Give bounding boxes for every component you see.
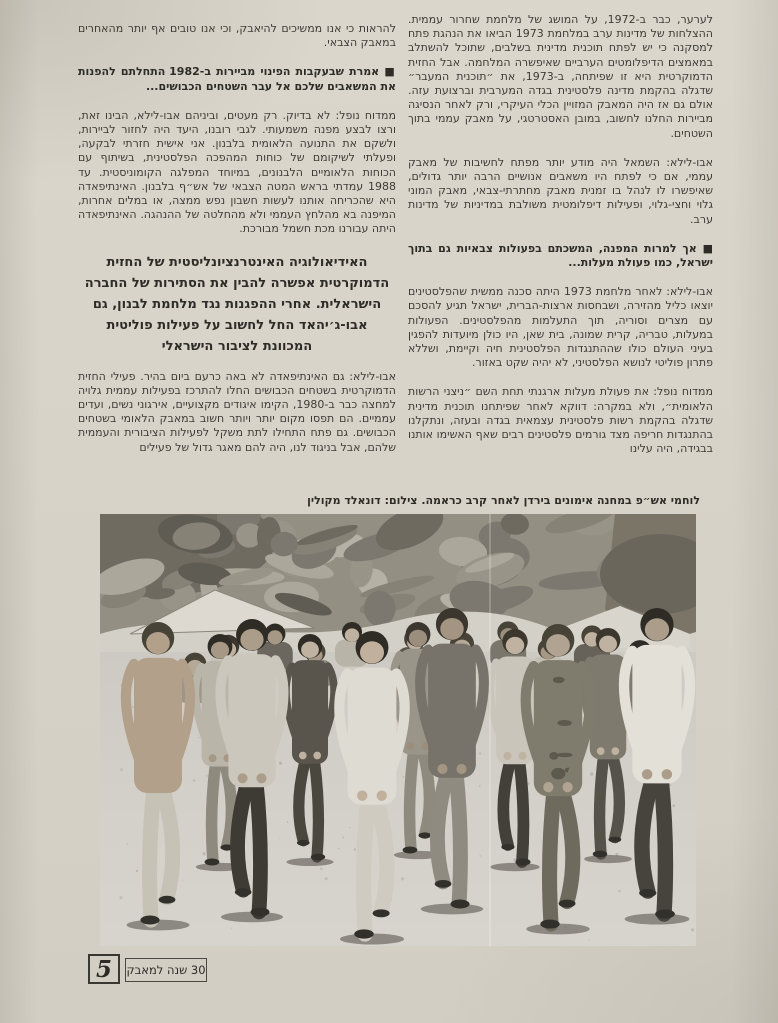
interview-question: ■ אמרת שבעקבות הפינוי מביירות ב-1982 התחלתם להפנות את המשאבים שלכם אל עבר השטחים הכבושים... <box>78 65 397 93</box>
pull-quote: האידיאולוגיה האינטרנציונליסטית של החזית הדמוקרטית אפשרה להבין את הסתירות של החברה הישראלית. אחרי ההפגנות נגד מלחמת לבנון, גם אבו-ג׳יהאד החל לחשוב על פעילות פוליטית המכוונת לציבור הישראלי <box>84 254 390 354</box>
series-title: 30 שנה למאבק <box>125 958 207 982</box>
article-column-left <box>78 22 396 470</box>
paragraph: אבו-לילא: לאחר מלחמת 1973 היתה סכנה ממשית שהפלסטינים יוצאו כליל מהזירה, ושבחסות ארצות-הברית, ישראל תגיע להסכם עם מצרים וסוריה, תוך התעלמות מהפלסטינים. הפעולות במעלות, טבריה, קרית שמונה, בית שאן, היו כולן מיועדות להפגין בעיני העולם כולו שההתנגדות הפלסטינית חיה וקיימת, ושללא פתרון פוליטי לנושא הפלסטיני, לא יהיה שקט באזור. <box>408 285 713 370</box>
paragraph: אבו-לילא: השמאל היה מודע יותר מפתח לחשיבות של מאבק עממי, אם כי לפתח היו משאבים אנושיים הרבה יותר גדולים, שאיפשרו לו לנהל בו זמנית מאבק מחתרתי-צבאי, מאבק המוני גלוי וחצי-גלוי, ופעילות דיפלומטית משולבת במדיניות של מדינות ערב. <box>408 155 713 226</box>
training-camp-photo <box>100 514 696 946</box>
paragraph: להראות כי אנו ממשיכים להיאבק, וכי אנו טובים אף יותר מהאחרים במאבק הצבאי. <box>78 22 396 50</box>
paragraph: ממדוח נופל: את פעולת מעלות ארגנתי תחת השם ״ניצני הרשות הלאומית״, ולא במקרה: דווקא לאחר שפיתחנו תוכנית מדינית שדגלה בהקמת רשות פלסטינית עצמאית בגדה ובעזה, ונתקלנו בהתנגדות חריפה מצד גורמים פלסטינים רבים שאף האשימו אותנו בבגידה, היה עלינו <box>408 385 713 456</box>
article-column-right <box>408 13 713 471</box>
paragraph: לערער, כבר ב-1972, על המושג של מלחמת שחרור עממית. ההצלחות של מדינות ערב במלחמת 1973 הביאו את הנהגת פתח למסקנה כי יש לפתח תוכנית מדינית בשלבים, שתוכל להשתלב במאמצים הדיפלומטים הערביים שאיפשרה המלחמה. אבל החזית הדמוקרטית היא זו שפיתחה, ב-1973, את ״תוכנית המעבר״ שדגלה בהקמת מדינה פלסטינית בגדה המערבית וברצועת עזה. אולם גם אז היה המאבק המזויין הכלי העיקרי, ורק לאחר הנסיגה מביירות החלנו לחשוב, במובן האסטרטגי, על מאבק עממי בתוך השטחים. <box>408 13 713 140</box>
photo-caption: לוחמי אש״פ במחנה אימונים בירדן לאחר קרב כראמה. צילום: דונאלד מקולין <box>307 494 700 507</box>
page-number: 5 <box>88 954 120 984</box>
paragraph: ממדוח נופל: לא בדיוק. רק מעטים, וביניהם אבו-לילא, הבינו זאת, ורצו לבצע מפנה משמעותי. לגבי רובנו, היעד היה לחזור לביירות, ולשקם את התנועה הלאומית בלבנון. אני אישית חזרתי לבקעה, ופעלתי לשיקומם של כוחות המהפכה הפלסטינית, בשיתוף עם הכוחות הלאומיים הלבנונים, במיוחד המפלגה הקומוניסטית. עד 1988 עמדתי בראש המטה הצבאי של אש״ף בלבנון. האינתיפאדה היא שהכריחה אותנו לעשות חשבון נפש ממצה, או במלים אחרות, המיפנה בא מהלחץ העממי ולא מהחלטה של ההנהגה. האינתיפאדה היתה עבורנו מכת חשמל מבורכת. <box>78 108 396 236</box>
interview-question: ■ אך למרות המפנה, המשכתם בפעולות צבאיות גם בתוך ישראל, כמו פעולת מעלות... <box>408 241 713 270</box>
photo-illustration <box>100 514 696 946</box>
paragraph: אבו-לילא: גם האינתיפאדה לא באה כרעם ביום בהיר. פעילי החזית הדמוקרטית בשטחים הכבושים החלו להתרכז בפעילות עממית גלויה למחצה כבר ב-1980, הקימו איגודים מקצועיים, אירגוני נשים, ועדים עממיים. הם תפסו מקום יותר ויותר חשוב במאבק הלאומי בשטחים הכבושים. גם פתח התחילו לתת משקל לפעילות הציבורית והעממית שלהם, אבל בניגוד לנו, היה להם מאגר גדול של פעילים <box>78 369 396 454</box>
